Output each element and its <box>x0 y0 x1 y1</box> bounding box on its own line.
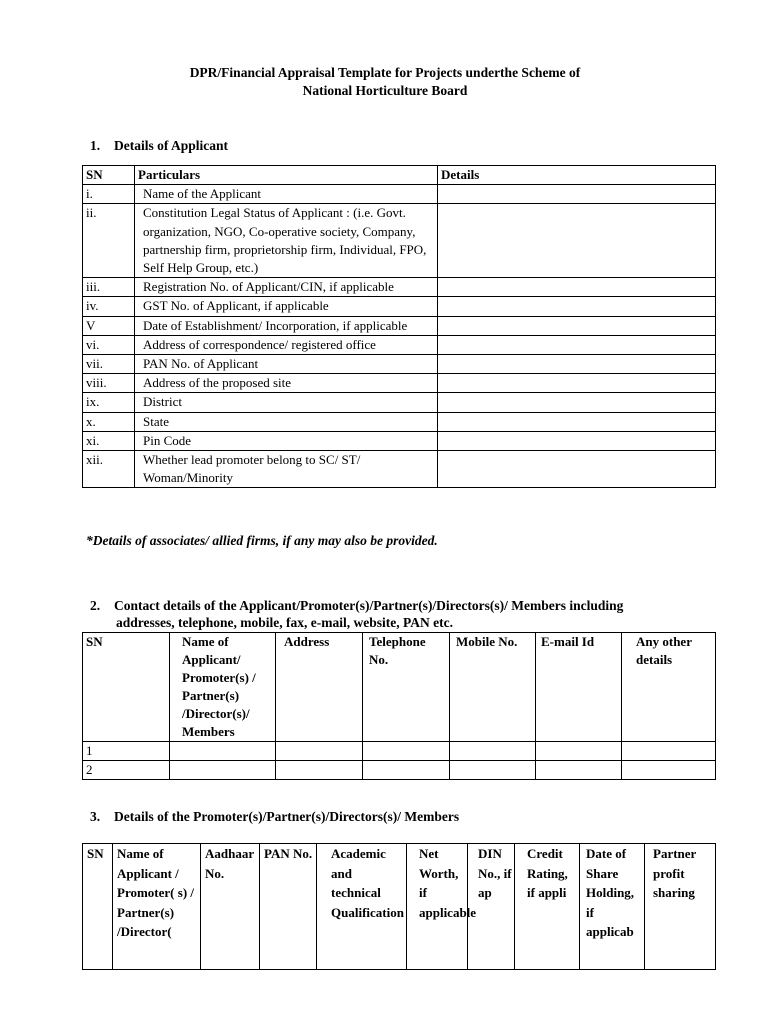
table-row <box>83 335 716 354</box>
row-particular: PAN No. of Applicant <box>135 355 438 374</box>
header-credit-rating: Credit Rating, if appli <box>515 844 580 970</box>
row-sn: x. <box>83 412 135 431</box>
row-details-field[interactable] <box>438 335 716 354</box>
row-sn: vi. <box>83 335 135 354</box>
promoter-details-table <box>82 843 716 970</box>
table-row <box>83 316 716 335</box>
row-particular: Whether lead promoter belong to SC/ ST/ Woman/Minority <box>135 451 438 488</box>
table-row <box>83 742 716 761</box>
row-particular: Date of Establishment/ Incorporation, if applicable <box>135 316 438 335</box>
header-address: Address <box>276 633 363 742</box>
header-other-details: Any other details <box>622 633 716 742</box>
header-telephone: Telephone No. <box>363 633 450 742</box>
section-3-number: 3. <box>90 809 101 824</box>
table-header-row <box>83 166 716 185</box>
document-title <box>0 64 770 100</box>
applicant-details-table <box>82 165 716 488</box>
table-row <box>83 185 716 204</box>
row-cell-field[interactable] <box>363 742 450 761</box>
header-qualification: Academic and technical Qualification <box>317 844 407 970</box>
row-particular: GST No. of Applicant, if applicable <box>135 297 438 316</box>
row-cell-field[interactable] <box>276 761 363 780</box>
row-cell-field[interactable] <box>536 742 622 761</box>
section-1-number: 1. <box>90 138 101 153</box>
row-particular: Constitution Legal Status of Applicant : (i.e. Govt. organization, NGO, Co-operative society, Company, partnership firm, proprietorship firm, Individual, FPO, Self Help Group, etc.) <box>135 204 438 278</box>
header-sn: SN <box>83 844 113 970</box>
title-line-1: DPR/Financial Appraisal Template for Projects underthe Scheme of <box>189 65 581 80</box>
table-row <box>83 431 716 450</box>
section-2-title-line-1: Contact details of the Applicant/Promoter(s)/Partner(s)/Directors(s)/ Members including <box>114 598 624 613</box>
section-3-title: Details of the Promoter(s)/Partner(s)/Directors(s)/ Members <box>114 809 460 824</box>
row-cell-field[interactable] <box>450 761 536 780</box>
row-sn: ix. <box>83 393 135 412</box>
row-sn: iv. <box>83 297 135 316</box>
header-details: Details <box>438 166 716 185</box>
row-sn: 2 <box>83 761 170 780</box>
table-row <box>83 761 716 780</box>
row-sn: V <box>83 316 135 335</box>
section-1-title: Details of Applicant <box>114 138 229 153</box>
row-cell-field[interactable] <box>536 761 622 780</box>
row-sn: xi. <box>83 431 135 450</box>
row-sn: 1 <box>83 742 170 761</box>
row-details-field[interactable] <box>438 412 716 431</box>
row-particular: Registration No. of Applicant/CIN, if applicable <box>135 278 438 297</box>
section-2-number: 2. <box>90 598 101 613</box>
table-row <box>83 393 716 412</box>
row-cell-field[interactable] <box>170 761 276 780</box>
table-row <box>83 412 716 431</box>
row-cell-field[interactable] <box>622 761 716 780</box>
header-email: E-mail Id <box>536 633 622 742</box>
header-share-holding: Date of Share Holding, if applicab <box>580 844 645 970</box>
title-line-2: National Horticulture Board <box>302 83 468 98</box>
table-row <box>83 374 716 393</box>
row-particular: District <box>135 393 438 412</box>
header-profit-sharing: Partner profit sharing <box>645 844 716 970</box>
header-din: DIN No., if ap <box>468 844 515 970</box>
associates-note: *Details of associates/ allied firms, if any may also be provided. <box>86 533 438 548</box>
header-name: Name of Applicant / Promoter( s) / Partner(s) /Director( <box>113 844 201 970</box>
table-header-row <box>83 844 716 970</box>
row-details-field[interactable] <box>438 451 716 488</box>
section-2-title-line-2: addresses, telephone, mobile, fax, e-mail, website, PAN etc. <box>116 615 453 630</box>
row-details-field[interactable] <box>438 204 716 278</box>
row-cell-field[interactable] <box>622 742 716 761</box>
section-3-heading <box>90 808 459 825</box>
row-details-field[interactable] <box>438 374 716 393</box>
header-sn: SN <box>83 633 170 742</box>
section-2-heading <box>90 597 710 631</box>
header-sn: SN <box>83 166 135 185</box>
row-cell-field[interactable] <box>363 761 450 780</box>
section-1-heading <box>90 137 228 154</box>
header-aadhaar: Aadhaar No. <box>201 844 260 970</box>
row-sn: xii. <box>83 451 135 488</box>
header-particulars: Particulars <box>135 166 438 185</box>
row-details-field[interactable] <box>438 185 716 204</box>
row-sn: i. <box>83 185 135 204</box>
row-cell-field[interactable] <box>450 742 536 761</box>
table-row <box>83 204 716 278</box>
row-particular: Pin Code <box>135 431 438 450</box>
row-details-field[interactable] <box>438 355 716 374</box>
table-row <box>83 278 716 297</box>
table-header-row <box>83 633 716 742</box>
row-details-field[interactable] <box>438 297 716 316</box>
row-details-field[interactable] <box>438 431 716 450</box>
header-net-worth: Net Worth, if applicable <box>407 844 468 970</box>
row-sn: iii. <box>83 278 135 297</box>
header-name: Name of Applicant/ Promoter(s) / Partner(s) /Director(s)/ Members <box>170 633 276 742</box>
row-cell-field[interactable] <box>276 742 363 761</box>
table-row <box>83 297 716 316</box>
header-pan: PAN No. <box>260 844 317 970</box>
header-mobile: Mobile No. <box>450 633 536 742</box>
row-particular: Address of correspondence/ registered office <box>135 335 438 354</box>
row-cell-field[interactable] <box>170 742 276 761</box>
table-row <box>83 355 716 374</box>
row-sn: viii. <box>83 374 135 393</box>
table-row <box>83 451 716 488</box>
row-details-field[interactable] <box>438 393 716 412</box>
row-details-field[interactable] <box>438 316 716 335</box>
row-particular: Address of the proposed site <box>135 374 438 393</box>
row-sn: vii. <box>83 355 135 374</box>
row-details-field[interactable] <box>438 278 716 297</box>
row-sn: ii. <box>83 204 135 278</box>
row-particular: Name of the Applicant <box>135 185 438 204</box>
row-particular: State <box>135 412 438 431</box>
contact-details-table <box>82 632 716 780</box>
